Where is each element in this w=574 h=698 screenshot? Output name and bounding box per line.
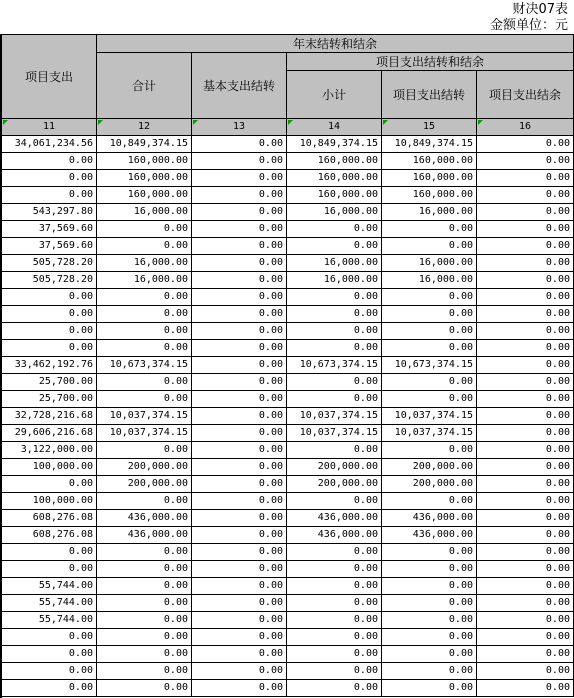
table-cell[interactable]: 160,000.00: [382, 187, 477, 204]
table-cell[interactable]: 200,000.00: [97, 476, 192, 493]
table-cell[interactable]: 0.00: [2, 544, 97, 561]
table-cell[interactable]: 0.00: [477, 136, 574, 153]
table-cell[interactable]: 10,037,374.15: [382, 425, 477, 442]
table-row: [2, 289, 574, 306]
column-number-cell[interactable]: [2, 119, 97, 136]
table-cell[interactable]: 0.00: [287, 680, 382, 697]
table-row: [2, 442, 574, 459]
table-cell[interactable]: 0.00: [477, 493, 574, 510]
table-cell[interactable]: 10,673,374.15: [287, 357, 382, 374]
table-cell[interactable]: 0.00: [97, 221, 192, 238]
table-cell[interactable]: 0.00: [477, 357, 574, 374]
table-cell[interactable]: 160,000.00: [287, 170, 382, 187]
table-cell[interactable]: 0.00: [192, 289, 287, 306]
table-cell[interactable]: 10,037,374.15: [287, 408, 382, 425]
table-cell[interactable]: 0.00: [192, 629, 287, 646]
table-cell[interactable]: 0.00: [477, 544, 574, 561]
table-cell[interactable]: 0.00: [477, 629, 574, 646]
table-cell[interactable]: 0.00: [382, 544, 477, 561]
column-number-cell[interactable]: [287, 119, 382, 136]
table-cell[interactable]: 10,037,374.15: [382, 408, 477, 425]
table-cell[interactable]: 0.00: [192, 442, 287, 459]
table-cell[interactable]: 0.00: [192, 357, 287, 374]
column-number-row: [2, 119, 574, 136]
table-cell[interactable]: 0.00: [192, 221, 287, 238]
table-cell[interactable]: 200,000.00: [382, 459, 477, 476]
table-cell[interactable]: 16,000.00: [382, 272, 477, 289]
table-cell[interactable]: 0.00: [97, 578, 192, 595]
table-cell[interactable]: 0.00: [97, 595, 192, 612]
table-cell[interactable]: 0.00: [192, 408, 287, 425]
table-cell[interactable]: 10,037,374.15: [287, 425, 382, 442]
table-cell[interactable]: 0.00: [192, 612, 287, 629]
table-row: [2, 476, 574, 493]
table-row: [2, 272, 574, 289]
table-cell[interactable]: 0.00: [192, 340, 287, 357]
table-cell[interactable]: 0.00: [97, 629, 192, 646]
table-cell[interactable]: 0.00: [477, 306, 574, 323]
table-row: [2, 646, 574, 663]
table-cell[interactable]: 0.00: [192, 170, 287, 187]
table-cell[interactable]: 436,000.00: [382, 527, 477, 544]
table-cell[interactable]: 505,728.20: [2, 272, 97, 289]
table-cell[interactable]: 0.00: [477, 646, 574, 663]
table-cell[interactable]: 0.00: [2, 340, 97, 357]
table-cell[interactable]: 0.00: [192, 323, 287, 340]
table-cell[interactable]: 100,000.00: [2, 493, 97, 510]
table-cell[interactable]: 0.00: [382, 595, 477, 612]
table-cell[interactable]: 0.00: [382, 289, 477, 306]
table-cell[interactable]: 0.00: [477, 459, 574, 476]
table-cell[interactable]: 16,000.00: [382, 204, 477, 221]
table-cell[interactable]: 10,673,374.15: [97, 357, 192, 374]
table-cell[interactable]: 0.00: [287, 578, 382, 595]
table-row: [2, 510, 574, 527]
table-row: [2, 612, 574, 629]
table-row: [2, 170, 574, 187]
table-cell[interactable]: 0.00: [97, 493, 192, 510]
table-cell[interactable]: 25,700.00: [2, 391, 97, 408]
table-row: [2, 204, 574, 221]
table-cell[interactable]: 160,000.00: [97, 170, 192, 187]
table-cell[interactable]: 0.00: [192, 272, 287, 289]
table-cell[interactable]: 0.00: [382, 493, 477, 510]
column-number-label: 11: [42, 121, 56, 132]
table-cell[interactable]: 16,000.00: [97, 255, 192, 272]
table-cell[interactable]: 16,000.00: [287, 272, 382, 289]
table-cell[interactable]: 0.00: [192, 646, 287, 663]
table-cell[interactable]: 0.00: [477, 272, 574, 289]
column-number-label: 14: [327, 121, 341, 132]
table-cell[interactable]: 0.00: [192, 510, 287, 527]
table-cell[interactable]: 33,462,192.76: [2, 357, 97, 374]
table-cell[interactable]: 200,000.00: [97, 459, 192, 476]
table-cell[interactable]: 0.00: [382, 238, 477, 255]
table-cell[interactable]: 0.00: [287, 221, 382, 238]
table-cell[interactable]: 0.00: [97, 680, 192, 697]
table-cell[interactable]: 16,000.00: [382, 255, 477, 272]
table-cell[interactable]: 505,728.20: [2, 255, 97, 272]
table-cell[interactable]: 10,673,374.15: [382, 357, 477, 374]
col-header-project-carryover[interactable]: 项目支出结转: [382, 71, 477, 119]
table-cell[interactable]: 0.00: [287, 289, 382, 306]
column-number-label: 12: [137, 121, 151, 132]
table-cell[interactable]: 0.00: [477, 374, 574, 391]
table-cell[interactable]: 160,000.00: [287, 187, 382, 204]
table-cell[interactable]: 0.00: [2, 629, 97, 646]
table-cell[interactable]: 0.00: [192, 663, 287, 680]
table-cell[interactable]: 160,000.00: [382, 170, 477, 187]
table-row: [2, 340, 574, 357]
table-cell[interactable]: 160,000.00: [382, 153, 477, 170]
table-cell[interactable]: 10,849,374.15: [287, 136, 382, 153]
table-cell[interactable]: 0.00: [192, 374, 287, 391]
table-row: [2, 323, 574, 340]
table-cell[interactable]: 608,276.08: [2, 510, 97, 527]
table-cell[interactable]: 32,728,216.68: [2, 408, 97, 425]
table-cell[interactable]: 0.00: [192, 255, 287, 272]
table-cell[interactable]: 0.00: [97, 561, 192, 578]
table-cell[interactable]: 0.00: [477, 170, 574, 187]
table-cell[interactable]: 0.00: [287, 612, 382, 629]
table-cell[interactable]: 0.00: [477, 425, 574, 442]
column-number-cell[interactable]: [382, 119, 477, 136]
table-cell[interactable]: 0.00: [192, 561, 287, 578]
table-cell[interactable]: 0.00: [192, 527, 287, 544]
table-cell[interactable]: 0.00: [287, 595, 382, 612]
table-row: [2, 578, 574, 595]
table-cell[interactable]: 0.00: [192, 153, 287, 170]
table-cell[interactable]: 0.00: [192, 578, 287, 595]
column-number-label: 15: [422, 121, 436, 132]
table-row: [2, 629, 574, 646]
table-cell[interactable]: 0.00: [2, 153, 97, 170]
table-cell[interactable]: 0.00: [97, 612, 192, 629]
col-header-total[interactable]: 合计: [97, 53, 192, 119]
table-cell[interactable]: 0.00: [477, 323, 574, 340]
table-cell[interactable]: 0.00: [287, 306, 382, 323]
table-cell[interactable]: 0.00: [477, 680, 574, 697]
group-header-year-end[interactable]: 年末结转和结余: [97, 35, 574, 53]
table-cell[interactable]: 0.00: [192, 476, 287, 493]
table-cell[interactable]: 0.00: [477, 238, 574, 255]
table-cell[interactable]: 0.00: [2, 306, 97, 323]
table-cell[interactable]: 200,000.00: [287, 476, 382, 493]
table-cell[interactable]: 0.00: [382, 374, 477, 391]
table-row: [2, 187, 574, 204]
table-cell[interactable]: 0.00: [287, 323, 382, 340]
table-row: [2, 136, 574, 153]
table-cell[interactable]: 37,569.60: [2, 238, 97, 255]
cell-marker-icon: [478, 120, 483, 125]
table-row: [2, 306, 574, 323]
table-cell[interactable]: 0.00: [477, 408, 574, 425]
table-cell[interactable]: 0.00: [477, 595, 574, 612]
table-cell[interactable]: 0.00: [477, 255, 574, 272]
table-cell[interactable]: 55,744.00: [2, 612, 97, 629]
table-cell[interactable]: 100,000.00: [2, 459, 97, 476]
table-cell[interactable]: 16,000.00: [287, 204, 382, 221]
col-header-project-expense[interactable]: 项目支出: [2, 35, 97, 119]
column-number-label: 13: [232, 121, 246, 132]
table-cell[interactable]: 0.00: [287, 493, 382, 510]
table-row: [2, 459, 574, 476]
table-cell[interactable]: 0.00: [382, 561, 477, 578]
cell-marker-icon: [288, 120, 293, 125]
table-cell[interactable]: 436,000.00: [382, 510, 477, 527]
table-cell[interactable]: 200,000.00: [382, 476, 477, 493]
table-cell[interactable]: 0.00: [97, 663, 192, 680]
table-row: [2, 680, 574, 697]
table-cell[interactable]: 0.00: [97, 289, 192, 306]
table-cell[interactable]: 0.00: [477, 187, 574, 204]
table-cell[interactable]: 0.00: [2, 561, 97, 578]
table-cell[interactable]: 29,606,216.68: [2, 425, 97, 442]
table-row: [2, 255, 574, 272]
table-cell[interactable]: 0.00: [382, 340, 477, 357]
cell-marker-icon: [98, 120, 103, 125]
table-cell[interactable]: 0.00: [477, 527, 574, 544]
table-row: [2, 493, 574, 510]
table-cell[interactable]: 0.00: [477, 476, 574, 493]
table-cell[interactable]: 0.00: [2, 646, 97, 663]
table-cell[interactable]: 0.00: [382, 612, 477, 629]
table-cell[interactable]: 0.00: [287, 646, 382, 663]
table-cell[interactable]: 0.00: [382, 646, 477, 663]
table-cell[interactable]: 0.00: [382, 663, 477, 680]
table-cell[interactable]: 10,037,374.15: [97, 425, 192, 442]
table-cell[interactable]: 0.00: [287, 238, 382, 255]
table-cell[interactable]: 0.00: [192, 493, 287, 510]
table-row: [2, 595, 574, 612]
col-header-basic-carryover[interactable]: 基本支出结转: [192, 53, 287, 119]
table-cell[interactable]: 0.00: [97, 544, 192, 561]
table-cell[interactable]: 3,122,000.00: [2, 442, 97, 459]
table-row: [2, 527, 574, 544]
table-row: [2, 221, 574, 238]
table-cell[interactable]: 55,744.00: [2, 578, 97, 595]
table-cell[interactable]: 0.00: [97, 391, 192, 408]
table-cell[interactable]: 0.00: [477, 204, 574, 221]
table-cell[interactable]: 0.00: [382, 391, 477, 408]
table-cell[interactable]: 0.00: [477, 663, 574, 680]
table-cell[interactable]: 543,297.80: [2, 204, 97, 221]
table-cell[interactable]: 160,000.00: [287, 153, 382, 170]
table-cell[interactable]: 0.00: [2, 680, 97, 697]
table-cell[interactable]: 0.00: [2, 170, 97, 187]
table-row: [2, 408, 574, 425]
table-cell[interactable]: 0.00: [477, 289, 574, 306]
table-cell[interactable]: 0.00: [192, 459, 287, 476]
table-cell[interactable]: 0.00: [2, 187, 97, 204]
table-cell[interactable]: 25,700.00: [2, 374, 97, 391]
table-cell[interactable]: 0.00: [287, 340, 382, 357]
table-cell[interactable]: 37,569.60: [2, 221, 97, 238]
spreadsheet-table: [0, 34, 574, 698]
table-cell[interactable]: 16,000.00: [97, 204, 192, 221]
table-cell[interactable]: 0.00: [97, 340, 192, 357]
table-cell[interactable]: 436,000.00: [287, 527, 382, 544]
table-cell[interactable]: 0.00: [2, 323, 97, 340]
column-number-label: 16: [518, 121, 532, 132]
table-row: [2, 153, 574, 170]
table-cell[interactable]: 0.00: [477, 578, 574, 595]
table-cell[interactable]: 0.00: [477, 561, 574, 578]
table-cell[interactable]: 55,744.00: [2, 595, 97, 612]
table-cell[interactable]: 0.00: [287, 374, 382, 391]
table-cell[interactable]: 0.00: [192, 391, 287, 408]
table-cell[interactable]: 0.00: [477, 153, 574, 170]
unit-label: 金额单位：元: [489, 18, 568, 33]
table-cell[interactable]: 0.00: [192, 136, 287, 153]
table-cell[interactable]: 0.00: [192, 544, 287, 561]
table-cell[interactable]: 0.00: [382, 442, 477, 459]
table-cell[interactable]: 160,000.00: [97, 187, 192, 204]
column-number-cell[interactable]: [97, 119, 192, 136]
table-cell[interactable]: 0.00: [192, 595, 287, 612]
table-cell[interactable]: 0.00: [382, 629, 477, 646]
table-cell[interactable]: 436,000.00: [287, 510, 382, 527]
table-cell[interactable]: 0.00: [192, 187, 287, 204]
table-cell[interactable]: 0.00: [97, 238, 192, 255]
table-row: [2, 561, 574, 578]
table-cell[interactable]: 0.00: [192, 680, 287, 697]
cell-marker-icon: [383, 120, 388, 125]
table-cell[interactable]: 0.00: [287, 544, 382, 561]
group-header-project[interactable]: 项目支出结转和结余: [287, 53, 574, 71]
table-cell[interactable]: 0.00: [2, 476, 97, 493]
table-cell[interactable]: 0.00: [477, 510, 574, 527]
table-cell[interactable]: 0.00: [287, 391, 382, 408]
table-row: [2, 544, 574, 561]
table-cell[interactable]: 34,061,234.56: [2, 136, 97, 153]
table-cell[interactable]: 0.00: [97, 374, 192, 391]
table-cell[interactable]: 0.00: [382, 578, 477, 595]
table-cell[interactable]: 0.00: [287, 663, 382, 680]
col-header-subtotal[interactable]: 小计: [287, 71, 382, 119]
cell-marker-icon: [193, 120, 198, 125]
table-cell[interactable]: 0.00: [192, 238, 287, 255]
table-cell[interactable]: 0.00: [97, 306, 192, 323]
table-cell[interactable]: 0.00: [477, 221, 574, 238]
table-cell[interactable]: 10,849,374.15: [97, 136, 192, 153]
table-cell[interactable]: 0.00: [477, 442, 574, 459]
col-header-project-surplus[interactable]: 项目支出结余: [477, 71, 574, 119]
table-cell[interactable]: 10,037,374.15: [97, 408, 192, 425]
table-cell[interactable]: 0.00: [97, 646, 192, 663]
table-row: [2, 374, 574, 391]
table-cell[interactable]: 0.00: [192, 204, 287, 221]
column-number-cell[interactable]: [477, 119, 574, 136]
table-cell[interactable]: 0.00: [97, 442, 192, 459]
table-cell[interactable]: 0.00: [382, 221, 477, 238]
table-cell[interactable]: 0.00: [382, 323, 477, 340]
table-cell[interactable]: 436,000.00: [97, 527, 192, 544]
table-cell[interactable]: 200,000.00: [287, 459, 382, 476]
table-row: [2, 391, 574, 408]
table-cell[interactable]: 160,000.00: [97, 153, 192, 170]
table-cell[interactable]: 0.00: [287, 629, 382, 646]
table-row: [2, 238, 574, 255]
table-cell[interactable]: 0.00: [192, 306, 287, 323]
column-number-cell[interactable]: [192, 119, 287, 136]
table-cell[interactable]: 436,000.00: [97, 510, 192, 527]
table-cell[interactable]: 0.00: [382, 306, 477, 323]
table-cell[interactable]: 16,000.00: [97, 272, 192, 289]
table-cell[interactable]: 0.00: [477, 340, 574, 357]
table-cell[interactable]: 0.00: [2, 663, 97, 680]
cell-marker-icon: [3, 120, 8, 125]
table-cell[interactable]: 0.00: [287, 442, 382, 459]
table-cell[interactable]: 0.00: [477, 391, 574, 408]
table-cell[interactable]: 0.00: [192, 425, 287, 442]
table-cell[interactable]: 0.00: [97, 323, 192, 340]
table-cell[interactable]: 0.00: [382, 680, 477, 697]
table-row: [2, 663, 574, 680]
table-cell[interactable]: 10,849,374.15: [382, 136, 477, 153]
table-cell[interactable]: 608,276.08: [2, 527, 97, 544]
table-cell[interactable]: 0.00: [287, 561, 382, 578]
form-code: 财决07表: [512, 2, 568, 17]
table-cell[interactable]: 0.00: [477, 612, 574, 629]
table-row: [2, 357, 574, 374]
table-cell[interactable]: 0.00: [2, 289, 97, 306]
table-cell[interactable]: 16,000.00: [287, 255, 382, 272]
table-row: [2, 425, 574, 442]
